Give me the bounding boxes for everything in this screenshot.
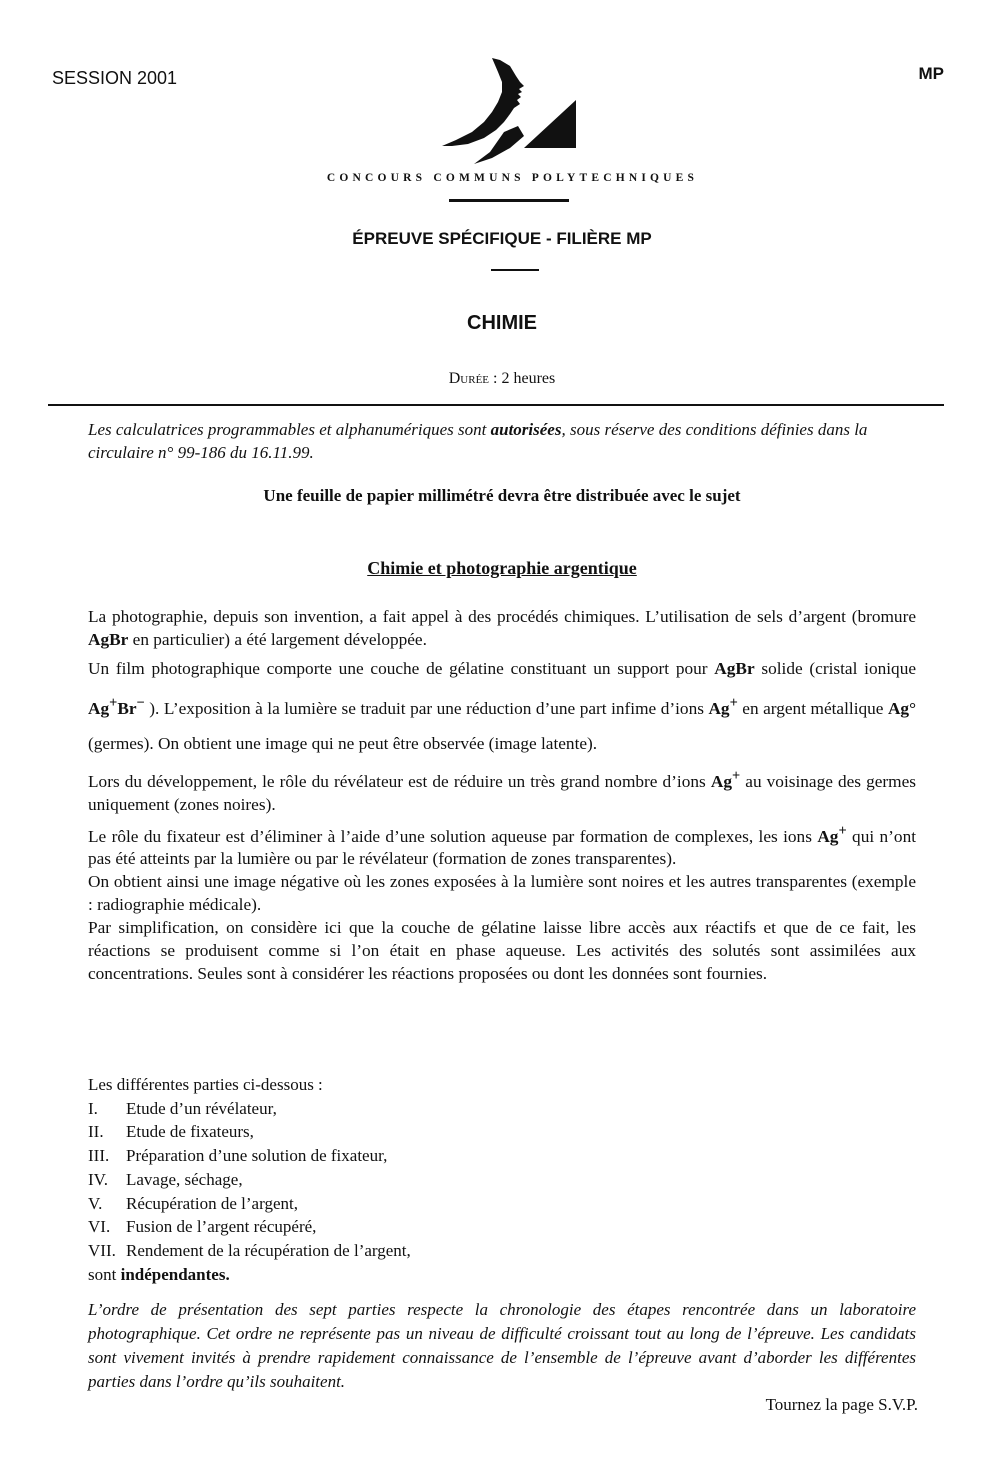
epreuve-title: ÉPREUVE SPÉCIFIQUE - FILIÈRE MP	[352, 229, 652, 248]
turn-page-label: Tournez la page S.V.P.	[765, 1395, 918, 1414]
formula-agbr: AgBr	[714, 659, 755, 678]
list-item: VI. Fusion de l’argent récupéré,	[88, 1217, 317, 1237]
paragraph-5: On obtient ainsi une image négative où les zones exposées à la lumière sont noires et les autres transparentes (exemple : radiographie médicale).	[88, 872, 916, 915]
list-item: I. Etude d’un révélateur,	[88, 1098, 277, 1118]
epreuve-rule	[491, 269, 539, 271]
header-divider	[48, 404, 944, 406]
paragraph-4: Le rôle du fixateur est d’éliminer à l’aide d’une solution aqueuse par formation de complexes, les ions Ag+ qui n’ont pas été atteints par la lumière ou par le révélateur (formation de zones transparentes).	[88, 822, 917, 869]
parts-outro: sont indépendantes.	[88, 1264, 230, 1284]
list-item: V. Récupération de l’argent,	[88, 1193, 298, 1213]
feuille-notice: Une feuille de papier millimétré devra être distribuée avec le sujet	[263, 486, 741, 505]
duree-line	[0, 370, 1004, 388]
list-item: III. Préparation d’une solution de fixateur,	[88, 1146, 388, 1166]
paragraph-3: Lors du développement, le rôle du révélateur est de réduire un très grand nombre d’ions Ag+ au voisinage des germes uniquement (zones noires).	[88, 767, 917, 814]
calc-bold: autorisées	[490, 420, 562, 439]
calc-text-1: Les calculatrices programmables et alphanumériques sont	[88, 420, 491, 439]
list-item: II. Etude de fixateurs,	[88, 1122, 254, 1142]
ccp-logo	[440, 56, 580, 168]
list-item: VII. Rendement de la récupération de l’argent,	[88, 1240, 411, 1260]
calculatrices-notice	[88, 418, 918, 464]
duree-value: : 2 heures	[493, 370, 556, 387]
concours-rule	[449, 199, 569, 202]
intro-body	[88, 605, 916, 985]
paragraph-1: La photographie, depuis son invention, a fait appel à des procédés chimiques. L’utilisation de sels d’argent (bromure AgBr en particulier) a été largement développée.	[88, 607, 916, 649]
subject-title: CHIMIE	[467, 312, 537, 334]
section-title: Chimie et photographie argentique	[367, 558, 637, 578]
paragraph-2: Un film photographique comporte une couche de gélatine constituant un support pour AgBr solide (cristal ionique Ag+Br− ). L’exposition à la lumière se traduit par une réduction d’une part infime d’ions Ag+ en argent métallique Ag° (germes). On obtient une image qui ne peut être observée (image latente).	[88, 659, 916, 753]
ordre-notice: L’ordre de présentation des sept parties respecte la chronologie des étapes rencontrée dans un laboratoire photographique. Cet ordre ne représente pas un niveau de difficulté croissant tout au long de l’épreuve. Les candidats sont vivement invités à prendre rapidement connaissance de l’ensemble de l’épreuve avant d’aborder les différentes parties dans l’ordre qu’ils souhaitent.	[88, 1300, 916, 1391]
calc-text-2: , sous réserve des conditions définies dans la circulaire n° 99-186 du 16.11.99.	[88, 420, 868, 462]
concours-label: CONCOURS COMMUNS POLYTECHNIQUES	[326, 172, 699, 184]
duree-label: Durée	[448, 370, 490, 387]
parts-list	[88, 1073, 916, 1286]
formula-ag0: Ag°	[887, 698, 916, 718]
filiere-label: MP	[918, 64, 944, 83]
formula-agbr: AgBr	[88, 630, 129, 649]
logo-triangle	[524, 100, 576, 148]
session-label: SESSION 2001	[52, 68, 178, 88]
parts-intro: Les différentes parties ci-dessous :	[88, 1075, 323, 1094]
list-item: IV. Lavage, séchage,	[88, 1169, 243, 1189]
paragraph-6: Par simplification, on considère ici que la couche de gélatine laisse libre accès aux réactifs et que de ce fait, les réactions se produisent comme si l’on était en phase aqueuse. Les activités des solutés sont assimilées aux concentrations. Seules sont à considérer les réactions proposées ou dont les données sont fournies.	[88, 918, 916, 984]
